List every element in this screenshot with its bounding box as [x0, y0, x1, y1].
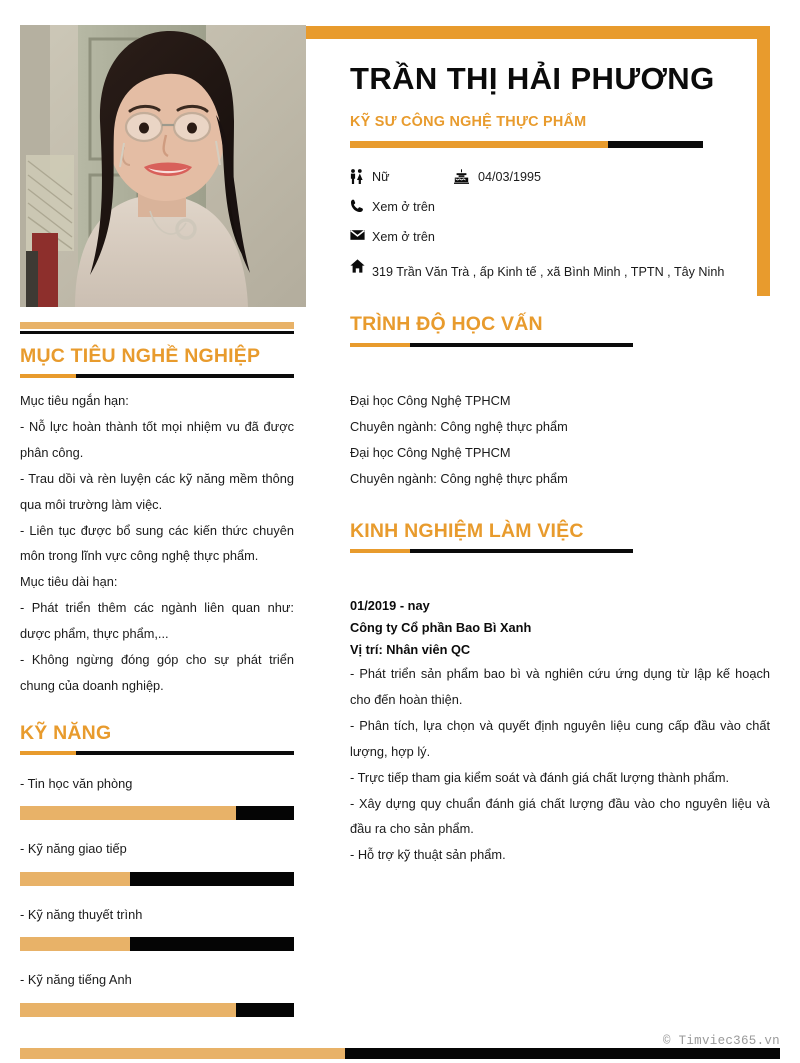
contact-row-phone: [350, 198, 745, 217]
left-column: [20, 322, 294, 1017]
experience-heading: KINH NGHIỆM LÀM VIỆC: [350, 519, 584, 542]
experience-duty: - Trực tiếp tham gia kiểm soát và đánh giá chất lượng thành phẩm.: [350, 769, 730, 785]
birthday-cake-icon: [454, 168, 478, 184]
job-title: KỸ SƯ CÔNG NGHỆ THỰC PHẨM: [350, 113, 587, 130]
skill-label: - Tin học văn phòng: [20, 775, 133, 791]
skill-progress-fill: [20, 806, 236, 820]
left-column-top-rule-black: [20, 331, 294, 334]
skill-item: [20, 839, 294, 885]
objective-line: Mục tiêu dài hạn:: [20, 574, 118, 590]
skill-progress-fill: [20, 937, 130, 951]
education-line: Chuyên ngành: Công nghệ thực phẩm: [350, 470, 568, 486]
contact-row-gender-birthday: [350, 168, 745, 187]
restroom-gender-icon: [350, 168, 372, 184]
objective-line: - Trau dồi và rèn luyện các kỹ năng mềm thông qua môi trường làm việc.: [20, 470, 294, 512]
objective-line: - Nỗ lực hoàn thành tốt mọi nhiệm vu đã được phân công.: [20, 419, 294, 461]
skill-item: [20, 774, 294, 820]
contact-row-email: [350, 228, 745, 247]
contact-email-value: Xem ở trên: [372, 230, 435, 245]
right-column: [350, 60, 770, 868]
experience-duty: - Phát triển sản phẩm bao bì và nghiên cứu ứng dụng từ lập kế hoạch cho đến hoàn thiện.: [350, 666, 770, 708]
section-education: [350, 313, 745, 492]
objective-line: - Không ngừng đóng góp cho sự phát triển chung của doanh nghiệp.: [20, 651, 294, 693]
experience-duty: - Phân tích, lựa chọn và quyết định nguyên liệu cung cấp đầu vào chất lượng, hợp lý.: [350, 718, 770, 759]
skills-heading: KỸ NĂNG: [20, 721, 112, 744]
career-objective-body: [20, 388, 294, 698]
skill-item: [20, 905, 294, 951]
skill-label: - Kỹ năng giao tiếp: [20, 841, 127, 857]
section-experience: [350, 520, 775, 868]
education-body: [350, 388, 745, 492]
decorative-frame-right-bar: [757, 26, 770, 296]
home-icon: [350, 258, 372, 273]
footer-credit: © Timviec365.vn: [662, 1034, 780, 1048]
objective-line: - Liên tục được bổ sung các kiến thức chuyên môn trong lĩnh vực công nghệ thực phẩm.: [20, 522, 294, 564]
candidate-photo: [20, 25, 306, 307]
section-career-objective: [20, 345, 294, 699]
page-title: TRẦN THỊ HẢI PHƯƠNG: [350, 61, 715, 96]
education-line: Đại học Công Nghệ TPHCM: [350, 392, 511, 408]
contact-phone-value: Xem ở trên: [372, 199, 435, 214]
bottom-decorative-bar: [20, 1048, 780, 1059]
objective-line: Mục tiêu ngắn hạn:: [20, 393, 129, 409]
job-title-underline: [350, 141, 703, 148]
identity-block: [350, 60, 745, 148]
skill-progress-bar: [20, 806, 294, 820]
skill-progress-bar: [20, 872, 294, 886]
contact-list: [350, 168, 745, 287]
contact-row-address: [350, 258, 745, 287]
envelope-icon: [350, 228, 372, 241]
decorative-frame-top-bar: [305, 26, 770, 39]
portrait-photo-illustration: [20, 25, 306, 307]
education-underline: [350, 343, 633, 347]
contact-address-value: 319 Trần Văn Trà , ấp Kinh tế , xã Bình Minh , TPTN , Tây Ninh: [372, 265, 725, 280]
phone-icon: [350, 198, 372, 213]
experience-period: 01/2019 - nay: [350, 598, 430, 614]
contact-gender-value: Nữ: [372, 169, 390, 184]
bottom-decorative-bar-fill: [20, 1048, 345, 1059]
skill-progress-bar: [20, 1003, 294, 1017]
career-objective-heading: MỤC TIÊU NGHỀ NGHIỆP: [20, 345, 261, 367]
experience-entry: [350, 595, 775, 868]
experience-duty: - Xây dựng quy chuẩn đánh giá chất lượng đầu vào cho nguyên liệu và đầu ra cho sản phẩm.: [350, 795, 770, 837]
objective-line: - Phát triển thêm các ngành liên quan như: dược phẩm, thực phẩm,...: [20, 600, 294, 642]
experience-position: Vị trí: Nhân viên QC: [350, 642, 471, 658]
experience-company: Công ty Cổ phần Bao Bì Xanh: [350, 620, 532, 636]
education-line: Chuyên ngành: Công nghệ thực phẩm: [350, 418, 568, 434]
skill-progress-bar: [20, 937, 294, 951]
skills-underline: [20, 751, 294, 755]
experience-duty: - Hỗ trợ kỹ thuật sản phẩm.: [350, 847, 506, 863]
skill-item: [20, 970, 294, 1016]
skill-progress-fill: [20, 1003, 236, 1017]
skill-label: - Kỹ năng tiếng Anh: [20, 972, 132, 988]
section-skills: [20, 722, 294, 1017]
experience-underline: [350, 549, 633, 553]
education-line: Đại học Công Nghệ TPHCM: [350, 444, 511, 460]
contact-birthday-value: 04/03/1995: [478, 169, 542, 184]
skill-progress-fill: [20, 872, 130, 886]
education-heading: TRÌNH ĐỘ HỌC VẤN: [350, 313, 543, 336]
career-objective-underline: [20, 374, 294, 378]
skill-label: - Kỹ năng thuyết trình: [20, 906, 143, 922]
left-column-top-rule-orange: [20, 322, 294, 329]
